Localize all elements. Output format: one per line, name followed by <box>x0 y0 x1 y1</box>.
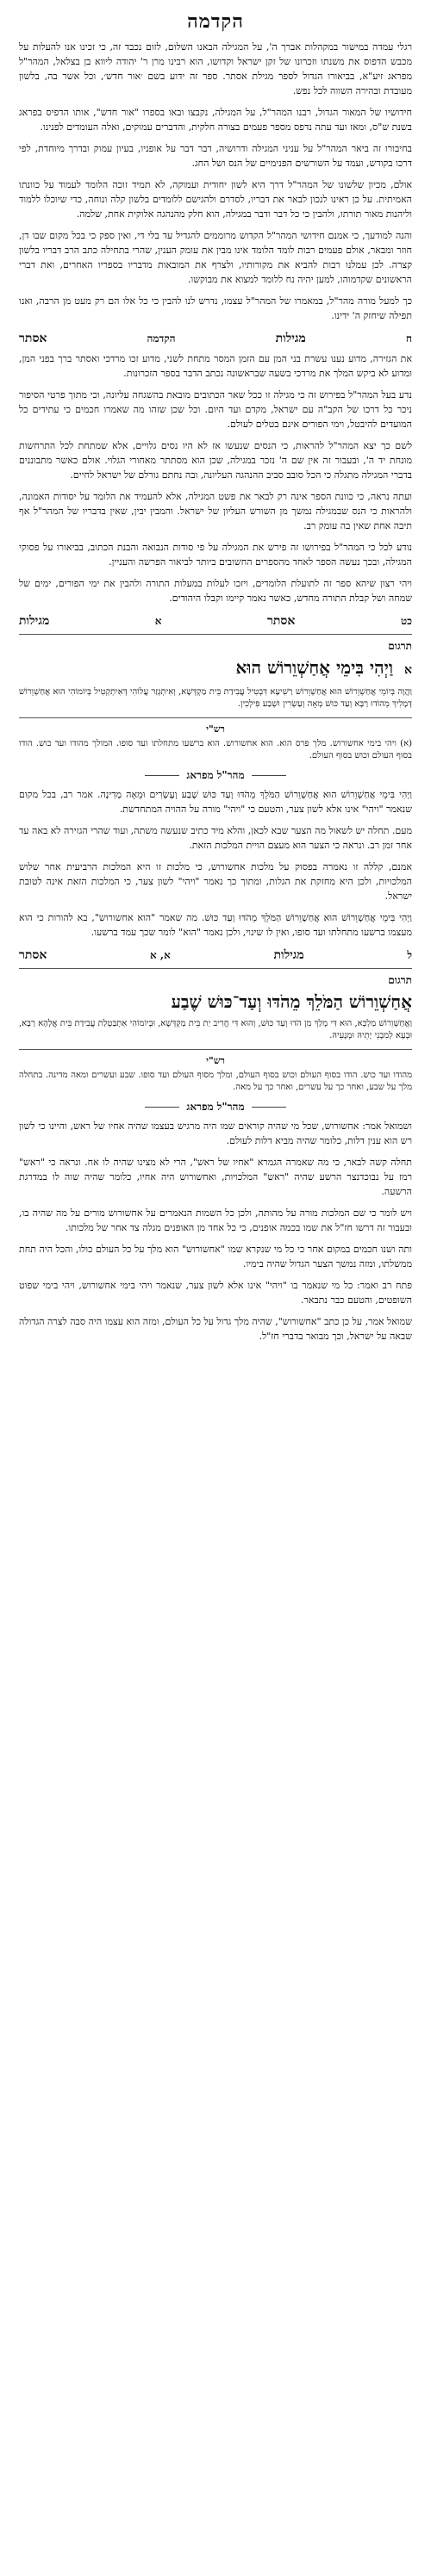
divider <box>19 1049 412 1050</box>
intro-paragraph: חידושיו של המאור הגדול, רבנו המהר"ל, על המגילה, נקבצו ובאו בספרו "אור חדש", אותו הדפיס בפראג בשנת ש"ס, ומאז ועד עתה נדפס מספר פעמים בצורה חלקית, והדברים עמוקים, ואלה העומדים לפנינו. <box>19 107 412 133</box>
rashi-text: מהודו ועד כוש. הודו בסוף העולם וכוש בסוף העולם, ומלך מסוף העולם ועד סופו. שבע ועשרים ומאה מדינה. בתחלה מלך על שבע, ואחר כך על עשרים, ואחר כך על מאה. <box>19 1071 412 1092</box>
intro-section <box>0 10 431 323</box>
mharal-section <box>0 769 431 940</box>
chapter-label: א <box>154 615 162 627</box>
mharal-paragraph: תחלה קשה לבאר, כי מה שאמרה הגמרא "אחיו של ראש", הרי לא מצינו שהיה לו אח. ונראה כי "ראש" רמז על נבוכדנצר הרשע שהיה "ראש" המלכויות, ואחשורוש היה אחיו, כלומר שהיה שוה לו במדרגת הרשעה. <box>19 1157 412 1197</box>
intro-title: הקדמה <box>187 10 244 33</box>
heading-rule <box>145 775 179 776</box>
heading-rule <box>252 775 286 776</box>
intro-paragraph: כך למעל מורה מהר"ל, במאמרו של המהר"ל עצמו, נדרש לנו להבין כי כל אלו הם רק מעט מן הרבה, ואנו תפילה שיחזק ה' ידינו. <box>19 295 412 321</box>
divider <box>19 634 412 635</box>
rashi-heading: רש"י <box>206 723 225 735</box>
page-number: ח <box>405 332 412 345</box>
mharal-paragraph: ותה ושנו חכמים במקום אחר כי כל מי שנקרא שמו "אחשורוש" הוא מלך על כל העולם כולו, והכל היה תחת ממשלתו, ומזה נמשך הצער הגדול שהיה בימיו. <box>19 1244 412 1269</box>
book-label: מגילות <box>273 948 304 962</box>
mharal-paragraph: אמנם, קללה זו נאמרה בפסוק על מלכות אחשורוש, כי מלכות זו היא המלכות הרביעית אחר שלוש המלכויות, ולכן היא מחזקת את הגלות, ומתוך כך נאמר "ויהי" לשון צער, כי המלכות הזאת אינה לטובת ישראל. <box>19 861 412 902</box>
rashi-text: (א) ויהי בימי אחשורוש. מלך פרס הוא. הוא אחשורוש. הוא ברשעו מתחלתו ועד סופו. המולך מהודו ועד כוש. הודו בסוף העולם וכוש בסוף העולם. <box>19 739 412 760</box>
targum-label: תרגום <box>388 640 412 652</box>
heading-rule <box>145 1107 179 1108</box>
intro-paragraph: והנה למודעך, כי אמנם חידושי המהר"ל הקדוש מרוממים להגדיל עד בלי די, ואין ספק כי בכל מקום שבו דן, חוזר ומבאר, אולם פעמים רבות לומד הלומד אינו מבין את עומק הענין, שהרי בתחילה כתב הרב דבריו בלשון קצרה. לכן עמלנו רבות להביא את מקורותיו, ולצרף את המובאות מדבריו בספריו האחרים, ואת דברי הראשונים שקדמוהו, למען יהיה נח ללומד למצוא את מבוקשו. <box>19 230 412 285</box>
verse-block <box>0 974 431 1094</box>
book-label: מגילות <box>19 614 50 628</box>
intro-paragraph: נדע בעל המהר"ל בפירוש זה כי מגילה זו ככל שאר הכתובים מובאת בהשגחה עליונה, וכי מתוך פרטי הסיפור ניכר כל דרכו של הקב"ה עם ישראל, מקדם ועד היום. וכל שכן שזהו מה שאמרו חכמים כי עתידים כל המועדים להיבטל, וימי הפורים אינם בטלים לעולם. <box>19 389 412 430</box>
verse-words: אֲחַשְׁוֵרוֹשׁ הַמֹּלֵךְ מֵהֹדּוּ וְעַד־כּוּשׁ שֶׁבַע <box>171 991 412 1012</box>
mharal-paragraph: וַיְהִי בִּימֵי אֲחַשְׁוֵרוֹשׁ הוּא אֲחַשְׁוֵרוֹשׁ הַמֹּלֵךְ מֵהֹדּוּ וְעַד כּוּשׁ. מה שאמר "הוא אחשורוש", בא להורות כי הוא מעצמו ברשעו מתחלתו ועד סופו, ואין לו שינוי, ולכן נאמר "הוא" לומר שכך עמד ברשעו. <box>19 912 412 938</box>
mharal-paragraph: שמואל אמר, על כן כתב "אחשורוש", שהיה מלך גדול על כל העולם, ומזה הוא עצמו היה סבה לצרה הגדולה שבאה על ישראל, וכך מבואר בדברי חז"ל. <box>19 1316 412 1342</box>
mharal-heading <box>0 1101 431 1114</box>
verse-text <box>19 990 412 1013</box>
mharal-paragraph: מעם. תחלה יש לשאול מה הצער שבא לכאן, והלא מיד כתיב שנעשה משתה, ועוד שהרי הגזירה לא באה עד אחר זמן רב. ונראה כי הצער הוא מעצם הויית המלכות הזאת. <box>19 825 412 851</box>
verse-block <box>0 640 431 762</box>
mharal-heading <box>0 769 431 782</box>
intro-paragraph: אולם, מכיון שלשונו של המהר"ל דרך היא לשון יחודית ועמוקה, לא תמיד זוכה הלומד לעמוד על כוונתו האמיתית. על כן ראינו לנכון לבאר את דבריו, לסדרם ולהגישם ללומדים בלשון קלה ונוחה, כדי שיוכלו ללמוד וליהנות מאור תורתו, ולהבין כי כל דבר ודבר במגילה, הוא חלק מהנהגה אלוקית אחת, שלמה. <box>19 179 412 220</box>
section-label: הקדמה <box>147 332 176 345</box>
targum-text: וַאֲחַשְׁוֵרוֹשׁ מַלְכָּא, הוּא דִּי מְלַךְ מִן הֹדוּ וְעַד כּוּשׁ, וְהוּא דִּי חֲרִיב יַת בֵּית מַקְדְּשָׁא, וּבְיוֹמוֹהִי אִתְבַּטְלַת עֲבִידַת בֵּית אֱלָהָא רַבָּא, וּבְעָא לְמִבְנֵי יָתֵיהּ וּמְנָעֵיהּ. <box>19 1019 412 1040</box>
verse-text <box>19 656 412 681</box>
intro-paragraph: ויהי רצון שיהא ספר זה לתועלת הלומדים, ויזכו לעלות במעלות התורה ולהבין את ימי הפורים, ימים של שמחה ושל קבלת התורה מחדש, כאשר נאמר קיימו וקבלו היהודים. <box>19 578 412 604</box>
rashi-heading: רש"י <box>206 1055 225 1066</box>
running-head <box>19 948 412 963</box>
verse-number: א <box>404 663 412 677</box>
targum-text: וַהֲוָה בְּיוֹמֵי אֲחַשְׁוֵרוֹשׁ הוּא אֲחַשְׁוֵרוֹשׁ רַשִׁיעָא דִּבְטִיל עֲבִידַת בֵּית מַקְדְּשָׁא, וְאִיתְגְּזַר עֲלוֹהִי דְּאִיתְקְטִיל בְּיוֹמוֹהִי הוּא אֲחַשְׁוֵרוֹשׁ דְּמָלִיךְ מֵהוֹדוּ רַבָּא וְעַד כּוּשׁ מְאָה וְעַשְׂרִין וּשְׁבַע פִּילְכִין. <box>19 687 412 709</box>
page-number: כט <box>400 615 412 627</box>
mharal-paragraph: פתח רב ואמר: כל מי שנאמר בו "ויהי" אינו אלא לשון צער, שנאמר ויהי בימי אחשורוש, ויהי בימי שפוט השופטים, והטעם כבר נתבאר. <box>19 1280 412 1306</box>
page-number: ל <box>407 949 412 961</box>
mharal-paragraph: ויש לומר כי שם המלכות מורה על מהותה, ולכן כל השמות הנאמרים על אחשורוש מורים על מה שהיה בו, ובעבור זה דרשו חז"ל את שמו בכמה אופנים, כי כל אחד מן האופנים מגלה צד אחר של מלכותו. <box>19 1207 412 1233</box>
book-label: מגילות <box>275 332 306 345</box>
divider <box>19 968 412 969</box>
mharal-paragraph: ושמואל אמר: אחשורוש, שכל מי שהיה קוראים שמו היה מרגיש בעצמו שהיה אחיו של ראש, והיינו כי לשון רש הוא ענין דלות, כלומר שהיה מביא דלות לעולם. <box>19 1120 412 1146</box>
intro-paragraph: רגלי עמדה במישור במקהלות אברך ה', על המגילה הבאנו השלום, לזום נכבד זה, כי זכינו אנו להעלות על מכבש הדפוס את משנתו וזכרונו של זקן ישראל וקדושו, הוא רבינו מרן ר' יהודה ליווא בן בצלאל, המהר"ל מפראג זיע"א, בביאורו הגדול לספר מגילת אסתר. ספר זה ידוע בשם ׳אור חדש׳, וכל אשר בה, בלשון מעובדת ובהירה השווה לכל נפש. <box>19 41 412 96</box>
divider <box>19 717 412 718</box>
intro-paragraph: נודע לכל כי המהר"ל בפירושו זה פירש את המגילה על פי סודות הנבואה והבנת הכתוב, בביאורו על פסוקי המגילה, ובכך נעשה הספר לאחד מהספרים החשובים ביותר לביאור הפרשה והעניין. <box>19 542 412 568</box>
mharal-heading-label: מהר"ל מפראג <box>186 1101 245 1113</box>
intro-paragraph: לשם כך יצא המהר"ל להראות, כי הנסים שנעשו אז לא היו נסים גלויים, אלא שמתחת לכל התרחשות מונחת יד ה', ובעבור זה אין שם ה' נזכר במגילה, שכן הוא מסתתר מאחורי הגלוי. אולם כאשר מתבוננים בדברי המגילה מתגלה כי הכל סובב סביב ההנהגה העליונה, ובה נחתם גורלם של ישראל לחיים. <box>19 440 412 481</box>
intro-paragraph: את הגזירה, מדוע נענו עשרת בני המן עם הזמן המסר מתחת לשני, מדוע זכו מרדכי ואסתר ברך בפני המן, ומדוע לא ביקש המלך את מרדכי בשעה שבראשונה נכתב הדבר בספר הזכרונות. <box>19 353 412 379</box>
book-name: אסתר <box>19 332 47 345</box>
targum-row <box>19 974 412 987</box>
chapter-label: א, א <box>150 949 171 961</box>
verse-words: וַיְהִי בִּימֵי אֲחַשְׁוֵרוֹשׁ הוּא <box>235 657 394 678</box>
intro-continued-section <box>0 351 431 605</box>
intro-paragraph: בחיבורו זה ביאר המהר"ל על עניני המגילה ודרושיה, דבר דבר על אופניו, בעיון עמוק ובדרך מיוחדת, לפי דרכו בקודש, ועמד על השורשים הפנימיים של הנס ושל החג. <box>19 143 412 169</box>
targum-label: תרגום <box>388 974 412 986</box>
book-name: אסתר <box>19 948 47 962</box>
mharal-section <box>0 1101 431 1344</box>
mharal-heading-label: מהר"ל מפראג <box>186 769 245 781</box>
targum-row <box>19 640 412 653</box>
book-name: אסתר <box>267 614 296 628</box>
heading-rule <box>252 1107 286 1108</box>
running-head <box>19 614 412 629</box>
running-head <box>19 332 412 346</box>
mharal-paragraph: וַיְהִי בִּימֵי אֲחַשְׁוֵרוֹשׁ הוּא אֲחַשְׁוֵרוֹשׁ הַמֹּלֵךְ מֵהֹדּוּ וְעַד כּוּשׁ שֶׁבַע וְעֶשְׂרִים וּמֵאָה מְדִינָה. אמר רב, בכל מקום שנאמר "ויהי" אינו אלא לשון צער, והטעם כי "ויהי" מורה על ההויה המתחדשת. <box>19 789 412 815</box>
intro-paragraph: ועתה נראה, כי כוונת הספר אינה רק לבאר את פשט המגילה, אלא להעמיד את הלומד על יסודות האמונה, ולהראות כי הנס שבמגילה נמשך מן השורש העליון של ישראל. והמבין יבין, שאין בדבריו של המהר"ל אף תיבה אחת שאין בה עומק רב. <box>19 491 412 531</box>
